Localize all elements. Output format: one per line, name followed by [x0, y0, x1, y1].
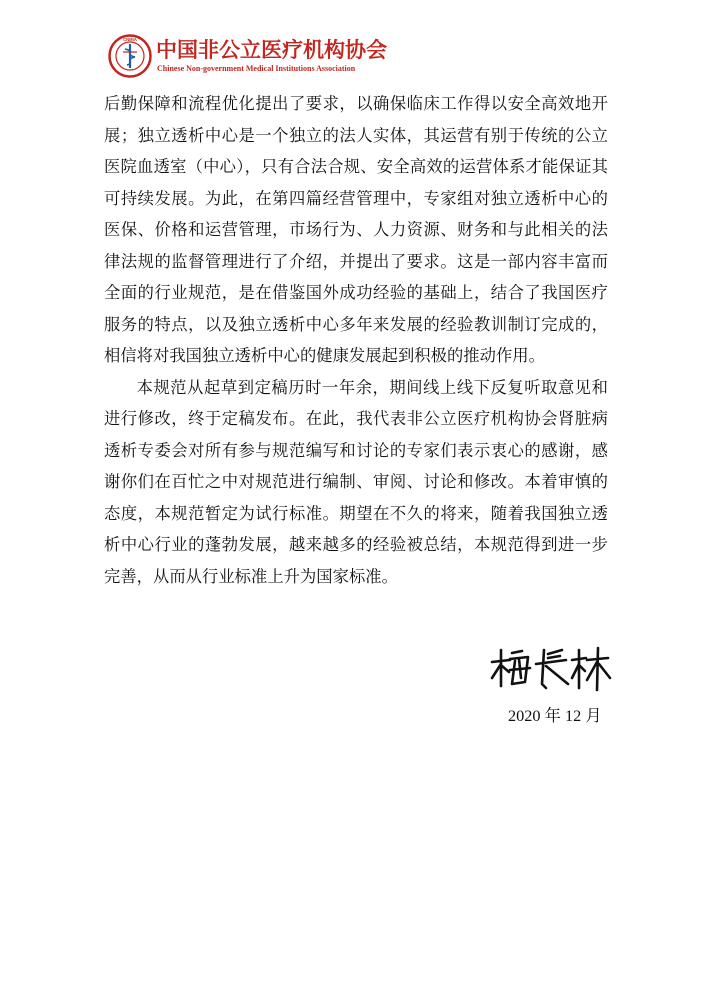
organization-name-cn: 中国非公立医疗机构协会	[156, 37, 387, 62]
document-body	[104, 88, 608, 592]
association-logo-icon	[108, 34, 152, 78]
organization-name-en: Chinese Non-government Medical Institutions Association	[157, 64, 356, 73]
handwritten-signature	[488, 644, 612, 696]
document-date: 2020 年 12 月	[508, 706, 602, 725]
paragraph-acknowledgement: 本规范从起草到定稿历时一年余，期间线上线下反复听取意见和进行修改，终于定稿发布。在此，我代表非公立医疗机构协会肾脏病透析专委会对所有参与规范编写和讨论的专家们表示衷心的感谢，感谢你们在百忙之中对规范进行编制、审阅、讨论和修改。本着审慎的态度，本规范暂定为试行标准。期望在不久的将来，随着我国独立透析中心行业的蓬勃发展，越来越多的经验被总结，本规范得到进一步完善，从而从行业标准上升为国家标准。	[104, 377, 608, 586]
logo-ring-text: CNMIA	[123, 37, 137, 43]
paragraph-continued: 后勤保障和流程优化提出了要求，以确保临床工作得以安全高效地开展；独立透析中心是一个独立的法人实体，其运营有别于传统的公立医院血透室（中心），只有合法合规、安全高效的运营体系才能保证其可持续发展。为此，在第四篇经营管理中，专家组对独立透析中心的医保、价格和运营管理，市场行为、人力资源、财务和与此相关的法律法规的监督管理进行了介绍，并提出了要求。这是一部内容丰富而全面的行业规范，是在借鉴国外成功经验的基础上，结合了我国医疗服务的特点，以及独立透析中心多年来发展的经验教训制订完成的，相信将对我国独立透析中心的健康发展起到积极的推动作用。	[104, 94, 608, 365]
page-header	[108, 34, 408, 82]
